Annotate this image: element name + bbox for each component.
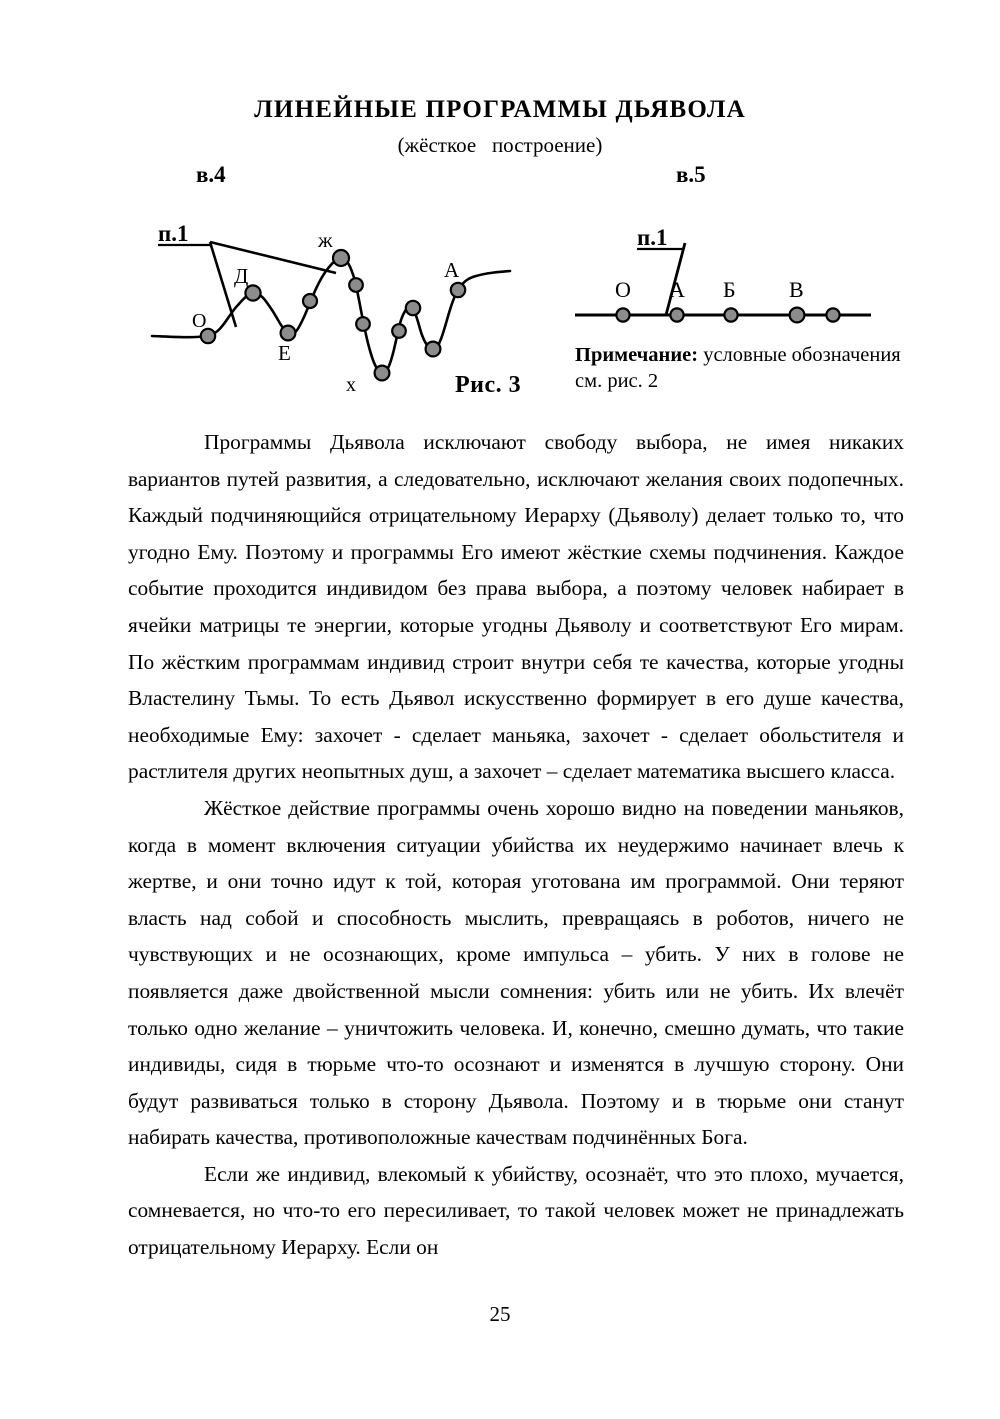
page-number: 25 (489, 1302, 511, 1326)
label-node-o-left: О (192, 310, 207, 332)
label-node-a-right: А (669, 277, 685, 302)
figure-note (575, 342, 905, 394)
figure-v5-diagram (575, 205, 895, 345)
variant-label-right: в.5 (676, 162, 706, 187)
page-title: ЛИНЕЙНЫЕ ПРОГРАММЫ ДЬЯВОЛА (254, 96, 746, 123)
label-node-e-left: Е (278, 341, 291, 365)
paragraph: Жёсткое действие программы очень хорошо видно на поведении маньяков, когда в момент включения ситуации убийства их неудержимо начинает влечь к жертве, и они точно идут к той, которая уготована им программой. Они теряют власть над собой и способность мыслить, превращаясь в роботов, ничего не чувствующих и не осознающих, кроме импульса – убить. У них в голове не появляется даже двойственной мысли сомнения: убить или не убить. Их влечёт только одно желание – уничтожить человека. И, конечно, смешно думать, что такие индивиды, сидя в тюрьме что-то осознают и изменятся в лучшую сторону. Они будут развиваться только в сторону Дьявола. Поэтому и в тюрьме они станут набирать качества, противоположные качествам подчинённых Бога. (128, 795, 904, 1150)
paragraph: Программы Дьявола исключают свободу выбора, не имея никаких вариантов путей развития, а следовательно, исключают желания своих подопечных. Каждый подчиняющийся отрицательному Иерарху (Дьяволу) делает только то, что угодно Ему. Поэтому и программы Его имеют жёсткие схемы подчинения. Каждое событие проходится индивидом без права выбора, а поэтому человек набирает в ячейки матрицы те энергии, которые угодны Дьяволу и соответствуют Его мирам. По жёстким программам индивид строит внутри себя те качества, которые угодны Властелину Тьмы. То есть Дьявол искусственно формирует в его душе качества, необходимые Ему: захочет - сделает маньяка, захочет - сделает обольстителя и растлителя других неопытных душ, а захочет – сделает математика высшего класса. (128, 430, 904, 784)
label-pointer-right: п.1 (637, 225, 668, 250)
label-node-o-right: О (615, 277, 631, 302)
page-subtitle: (жёсткое построение) (397, 133, 603, 157)
label-node-x-left: х (346, 374, 356, 396)
figure-caption: Рис. 3 (455, 372, 522, 398)
label-pointer-left: п.1 (158, 221, 189, 246)
label-node-a-left: А (444, 258, 460, 282)
body-text (128, 424, 904, 1266)
label-node-b-right: Б (723, 277, 736, 302)
figure-note-text: условные обозначения см. рис. 2 (575, 344, 901, 393)
label-node-d-left: Д (234, 264, 249, 288)
variant-label-left: в.4 (196, 162, 226, 187)
paragraph: Если же индивид, влекомый к убийству, осознаёт, что это плохо, мучается, сомневается, но что-то его пересиливает, то такой человек может не принадлежать отрицательному Иерарху. Если он (128, 1161, 904, 1260)
label-node-v-right: В (789, 277, 804, 302)
figure-note-lead: Примечание: (575, 344, 699, 366)
label-node-zh-left: ж (318, 228, 333, 252)
